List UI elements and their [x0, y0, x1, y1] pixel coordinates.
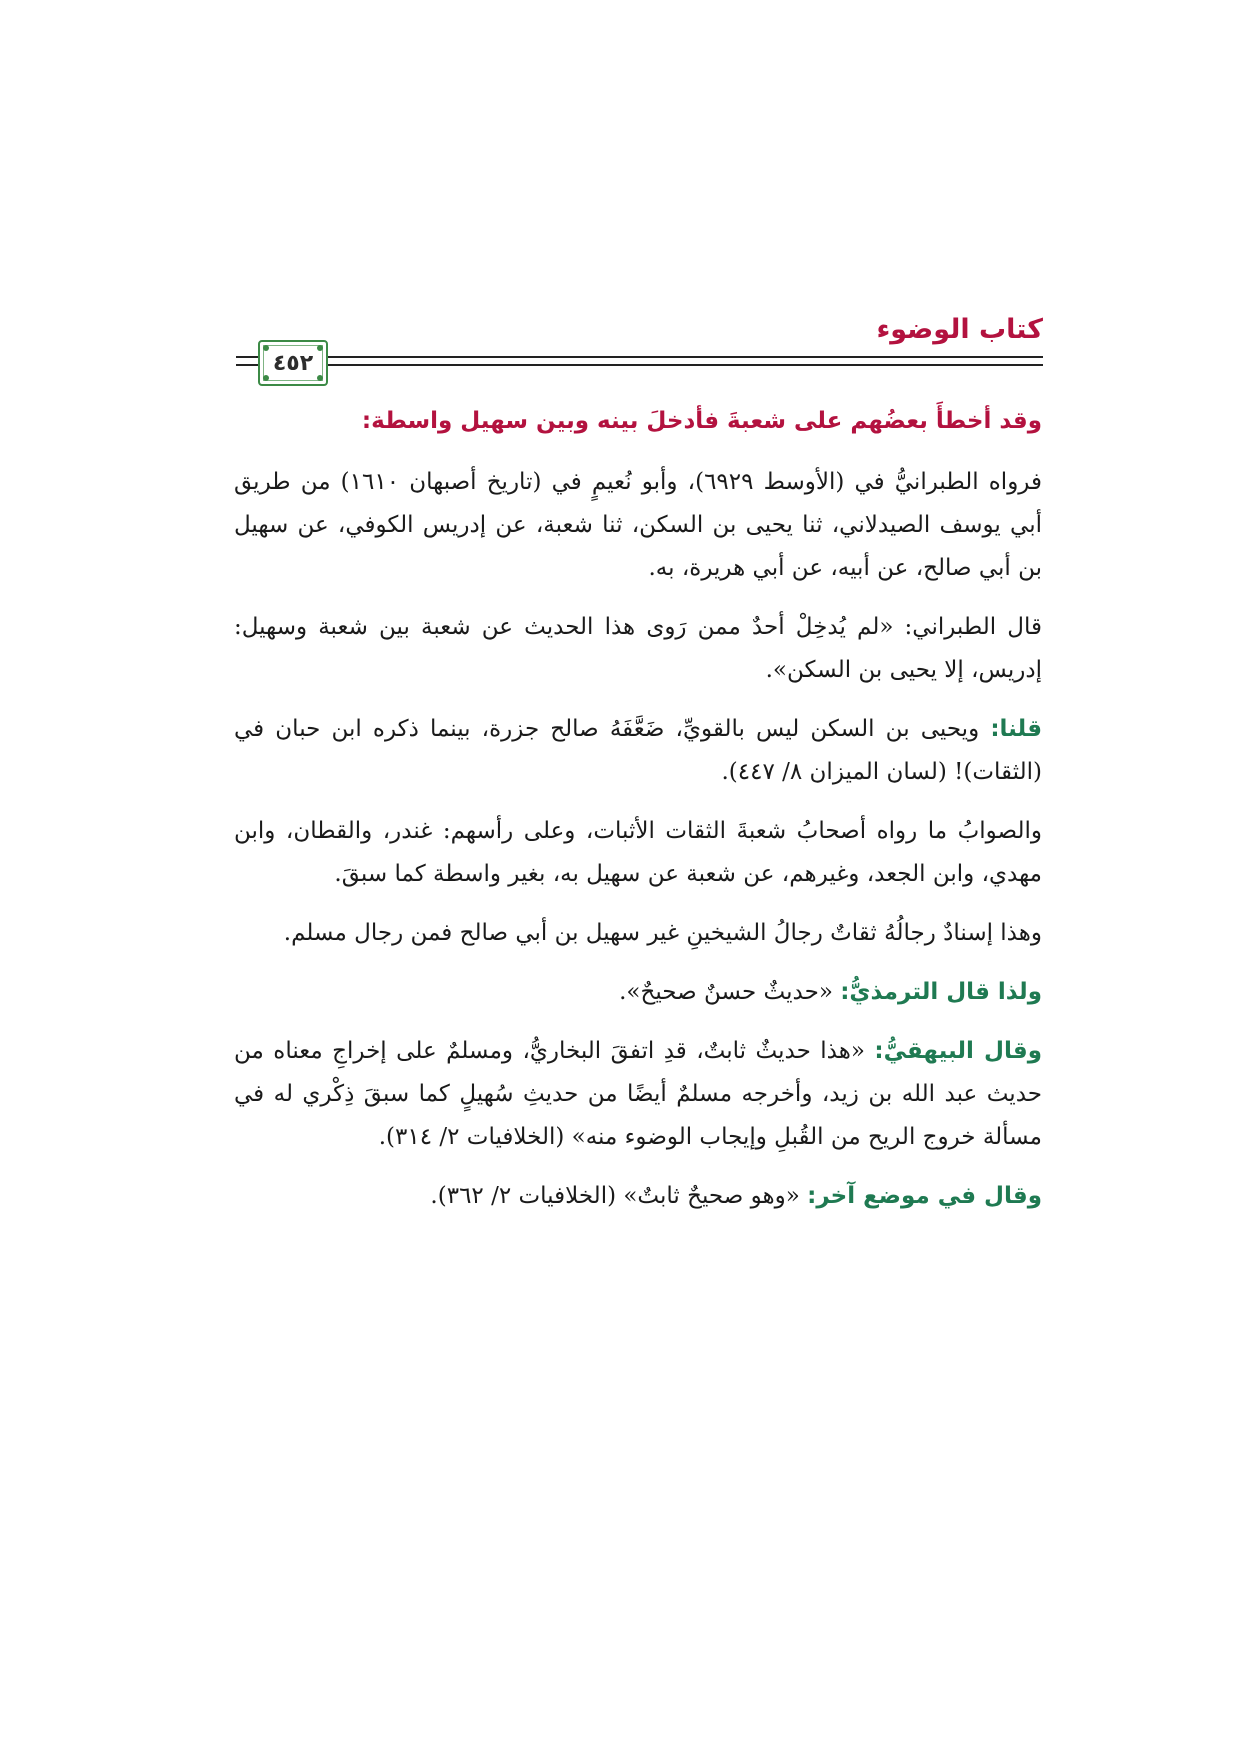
paragraph-1: [234, 461, 1042, 590]
paragraph-lead: ولذا قال الترمذيُّ:: [840, 979, 1042, 1005]
paragraph-text: ويحيى بن السكن ليس بالقويِّ، ضَعَّفَهُ صالح جزرة، بينما ذكره ابن حبان في (الثقات)! (لسان الميزان ٨/ ٤٤٧).: [234, 716, 1042, 785]
page-number-frame: [258, 340, 328, 386]
ornament-dot-icon: [317, 345, 323, 351]
paragraph-text: والصوابُ ما رواه أصحابُ شعبةَ الثقات الأثبات، وعلى رأسهم: غندر، والقطان، وابن مهدي، وابن الجعد، وغيرهم، عن شعبة عن سهيل به، بغير واسطة كما سبقَ.: [234, 818, 1042, 887]
paragraph-3: [234, 708, 1042, 794]
paragraph-text: وهذا إسنادٌ رجالُهُ ثقاتٌ رجالُ الشيخينِ غير سهيل بن أبي صالح فمن رجال مسلم.: [283, 920, 1042, 946]
paragraph-text: «حديثٌ حسنٌ صحيحٌ».: [619, 979, 841, 1005]
paragraph-text: «هذا حديثٌ ثابتٌ، قدِ اتفقَ البخاريُّ، ومسلمٌ على إخراجِ معناه من حديث عبد الله بن زيد، وأخرجه مسلمٌ أيضًا من حديثِ سُهيلٍ كما سبقَ ذِكْري له في مسألة خروج الريح من القُبلِ وإيجاب الوضوء منه» (الخلافيات ٢/ ٣١٤).: [234, 1038, 1042, 1150]
paragraph-7: [234, 1030, 1042, 1159]
paragraph-text: قال الطبراني: «لم يُدخِلْ أحدٌ ممن رَوى هذا الحديث عن شعبة بين شعبة وسهيل: إدريس، إلا يحيى بن السكن».: [234, 614, 1042, 683]
ornament-dot-icon: [317, 375, 323, 381]
paragraph-5: [234, 912, 1042, 955]
paragraph-8: [234, 1175, 1042, 1218]
paragraph-lead: قلنا:: [990, 716, 1042, 742]
paragraph-2: [234, 606, 1042, 692]
book-title: كتاب الوضوء: [876, 314, 1043, 345]
section-heading: وقد أخطأَ بعضُهم على شعبةَ فأدخلَ بينه وبين سهيل واسطة:: [361, 408, 1042, 434]
ornament-dot-icon: [263, 375, 269, 381]
paragraph-lead: وقال في موضع آخر:: [807, 1183, 1042, 1209]
paragraph-6: [234, 971, 1042, 1014]
ornament-dot-icon: [263, 345, 269, 351]
paragraph-text: فرواه الطبرانيُّ في (الأوسط ٦٩٢٩)، وأبو نُعيمٍ في (تاريخ أصبهان ١٦١٠) من طريق أبي يوسف الصيدلاني، ثنا يحيى بن السكن، ثنا شعبة، عن إدريس الكوفي، عن سهيل بن أبي صالح، عن أبيه، عن أبي هريرة، به.: [234, 469, 1042, 581]
page-number: ٤٥٢: [272, 350, 314, 376]
page-header: [236, 314, 1043, 384]
paragraph-lead: وقال البيهقيُّ:: [874, 1038, 1042, 1064]
header-rule-top: [236, 356, 1043, 358]
header-rule-bottom: [236, 364, 1043, 366]
page-body: [234, 400, 1042, 1234]
paragraph-text: «وهو صحيحٌ ثابتٌ» (الخلافيات ٢/ ٣٦٢).: [430, 1183, 808, 1209]
paragraph-4: [234, 810, 1042, 896]
